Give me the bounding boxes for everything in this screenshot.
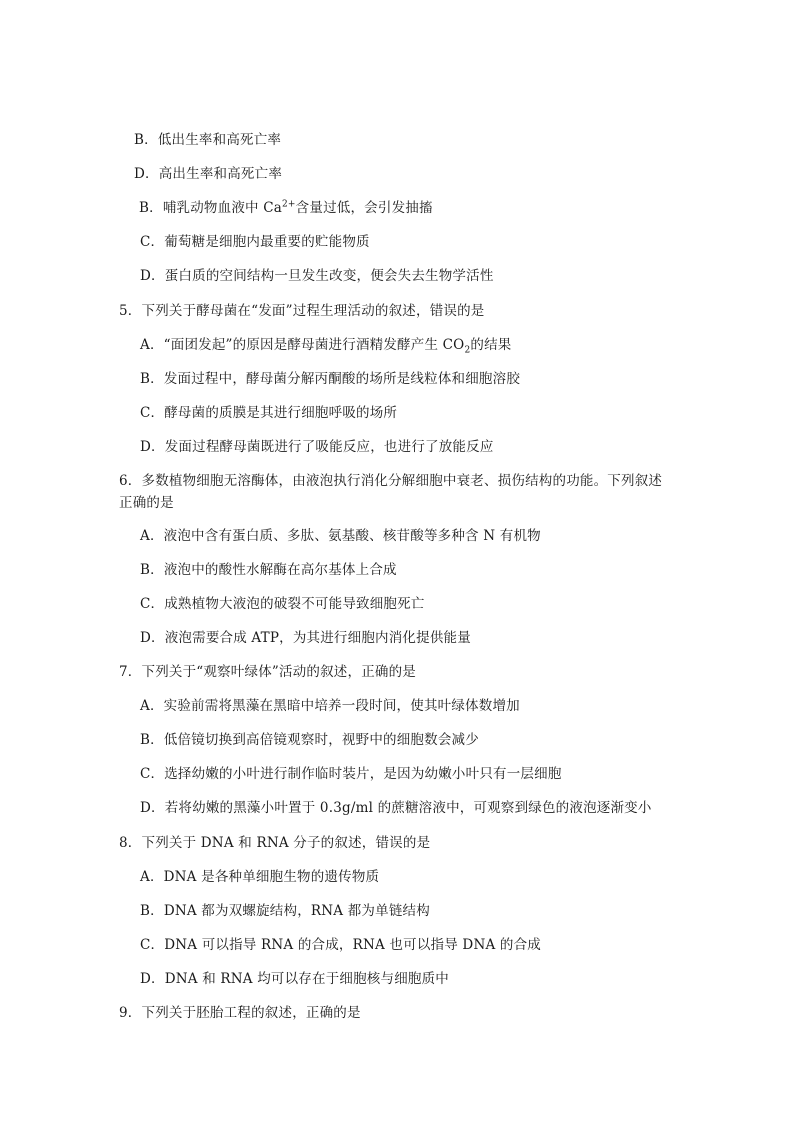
option-text: B．哺乳动物血液中 Ca: [139, 200, 282, 216]
option-d-birth-death: [134, 165, 282, 183]
q6-option-c: [140, 595, 425, 613]
option-text: B．低出生率和高死亡率: [134, 132, 282, 148]
q7-option-a: [140, 697, 520, 715]
option-text: D．蛋白质的空间结构一旦发生改变，便会失去生物学活性: [140, 268, 494, 284]
q6-option-b: [140, 561, 397, 579]
q7-option-c: [140, 765, 562, 783]
option-text: A．“面团发起”的原因是酵母菌进行酒精发酵产生 CO: [140, 337, 465, 353]
option-text: A．实验前需将黑藻在黑暗中培养一段时间，使其叶绿体数增加: [140, 698, 520, 714]
question-7-stem: [119, 663, 416, 681]
option-text: D．发面过程酵母菌既进行了吸能反应，也进行了放能反应: [140, 439, 494, 455]
q6-option-d: [140, 629, 471, 647]
q5-option-b: [140, 370, 520, 388]
option-text: B．液泡中的酸性水解酶在高尔基体上合成: [140, 562, 397, 578]
question-text: 9．下列关于胚胎工程的叙述，正确的是: [119, 1005, 361, 1021]
option-text: C．选择幼嫩的小叶进行制作临时装片，是因为幼嫩小叶只有一层细胞: [140, 766, 562, 782]
option-d-protein: [140, 267, 494, 285]
question-6-stem-line1: [119, 472, 662, 490]
option-text: A．液泡中含有蛋白质、多肽、氨基酸、核苷酸等多种含 N 有机物: [140, 528, 541, 544]
question-6-stem-line2: [119, 494, 174, 512]
option-text: B．发面过程中，酵母菌分解丙酮酸的场所是线粒体和细胞溶胶: [140, 371, 521, 387]
option-b-birth-death: [134, 131, 281, 149]
q5-option-d: [140, 438, 494, 456]
option-text: C．酵母菌的质膜是其进行细胞呼吸的场所: [140, 405, 398, 421]
option-text: D．DNA 和 RNA 均可以存在于细胞核与细胞质中: [140, 971, 450, 987]
question-9-stem: [119, 1004, 361, 1022]
superscript: 2+: [282, 199, 296, 210]
q7-option-d: [140, 799, 652, 817]
option-text: D．液泡需要合成 ATP，为其进行细胞内消化提供能量: [140, 630, 471, 646]
option-b-calcium: [139, 199, 433, 217]
option-text: 含量过低，会引发抽搐: [295, 200, 433, 216]
q8-option-c: [140, 936, 541, 954]
q5-option-a: [140, 336, 512, 354]
option-text: B．DNA 都为双螺旋结构，RNA 都为单链结构: [140, 903, 430, 919]
q8-option-b: [140, 902, 430, 920]
option-text: D．若将幼嫩的黑藻小叶置于 0.3g/ml 的蔗糖溶液中，可观察到绿色的液泡逐渐变小: [140, 800, 652, 816]
question-5-stem: [119, 302, 485, 320]
option-text: C．成熟植物大液泡的破裂不可能导致细胞死亡: [140, 596, 425, 612]
option-text: D．高出生率和高死亡率: [134, 166, 283, 182]
q6-option-a: [140, 527, 541, 545]
question-text: 5．下列关于酵母菌在“发面”过程生理活动的叙述，错误的是: [119, 303, 485, 319]
option-text: C．葡萄糖是细胞内最重要的贮能物质: [140, 234, 370, 250]
question-text: 7．下列关于“观察叶绿体”活动的叙述，正确的是: [119, 664, 416, 680]
option-text: C．DNA 可以指导 RNA 的合成，RNA 也可以指导 DNA 的合成: [140, 937, 541, 953]
q8-option-a: [140, 868, 379, 886]
option-text: 的结果: [470, 337, 512, 353]
q5-option-c: [140, 404, 397, 422]
option-text: B．低倍镜切换到高倍镜观察时，视野中的细胞数会减少: [140, 732, 479, 748]
question-text: 8．下列关于 DNA 和 RNA 分子的叙述，错误的是: [119, 835, 431, 851]
question-text: 正确的是: [119, 495, 174, 511]
q8-option-d: [140, 970, 449, 988]
question-8-stem: [119, 834, 430, 852]
option-c-glucose: [140, 233, 370, 251]
option-text: A．DNA 是各种单细胞生物的遗传物质: [140, 869, 380, 885]
question-text: 6．多数植物细胞无溶酶体，由液泡执行消化分解细胞中衰老、损伤结构的功能。下列叙述: [119, 473, 663, 489]
subscript: 2: [464, 345, 471, 356]
q7-option-b: [140, 731, 479, 749]
